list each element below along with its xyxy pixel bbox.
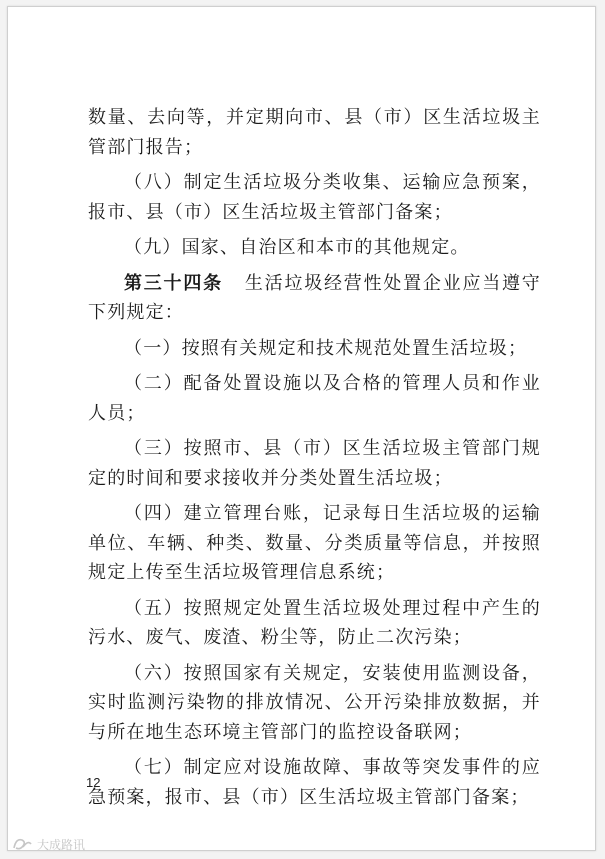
paragraph-item-8: （八）制定生活垃圾分类收集、运输应急预案，报市、县（市）区生活垃圾主管部门备案； — [88, 172, 541, 223]
paragraph-item-9: （九）国家、自治区和本市的其他规定。 — [124, 237, 470, 258]
document-page — [7, 6, 596, 851]
list-item: （一）按照有关规定和技术规范处置生活垃圾； — [124, 337, 528, 359]
article-intro: 生活垃圾经营性处置企业应当遵守下列规定： — [88, 272, 542, 323]
document-body — [88, 103, 541, 818]
list-item: （二）配备处置设施以及合格的管理人员和作业人员； — [88, 373, 541, 424]
article-34 — [88, 269, 541, 328]
list-item: （三）按照市、县（市）区生活垃圾主管部门规定的时间和要求接收并分类处置生活垃圾； — [88, 438, 541, 489]
paragraph-continuation: 数量、去向等，并定期向市、县（市）区生活垃圾主管部门报告； — [88, 107, 541, 158]
watermark-logo-icon — [11, 836, 33, 852]
list-item: （五）按照规定处置生活垃圾处理过程中产生的污水、废气、废渣、粉尘等，防止二次污染； — [88, 597, 541, 648]
article-heading: 第三十四条 — [124, 272, 223, 294]
list-item: （四）建立管理台账，记录每日生活垃圾的运输单位、车辆、种类、数量、分类质量等信息，并按照规定上传至生活垃圾管理信息系统； — [88, 503, 541, 583]
list-item: （七）制定应对设施故障、事故等突发事件的应急预案，报市、县（市）区生活垃圾主管部门备案； — [88, 757, 541, 808]
watermark — [11, 834, 85, 854]
watermark-text: 大成路讯 — [37, 837, 86, 852]
list-item: （六）按照国家有关规定，安装使用监测设备，实时监测污染物的排放情况、公开污染排放数据，并与所在地生态环境主管部门的监控设备联网； — [88, 662, 541, 743]
page-number: 12 — [86, 775, 101, 790]
